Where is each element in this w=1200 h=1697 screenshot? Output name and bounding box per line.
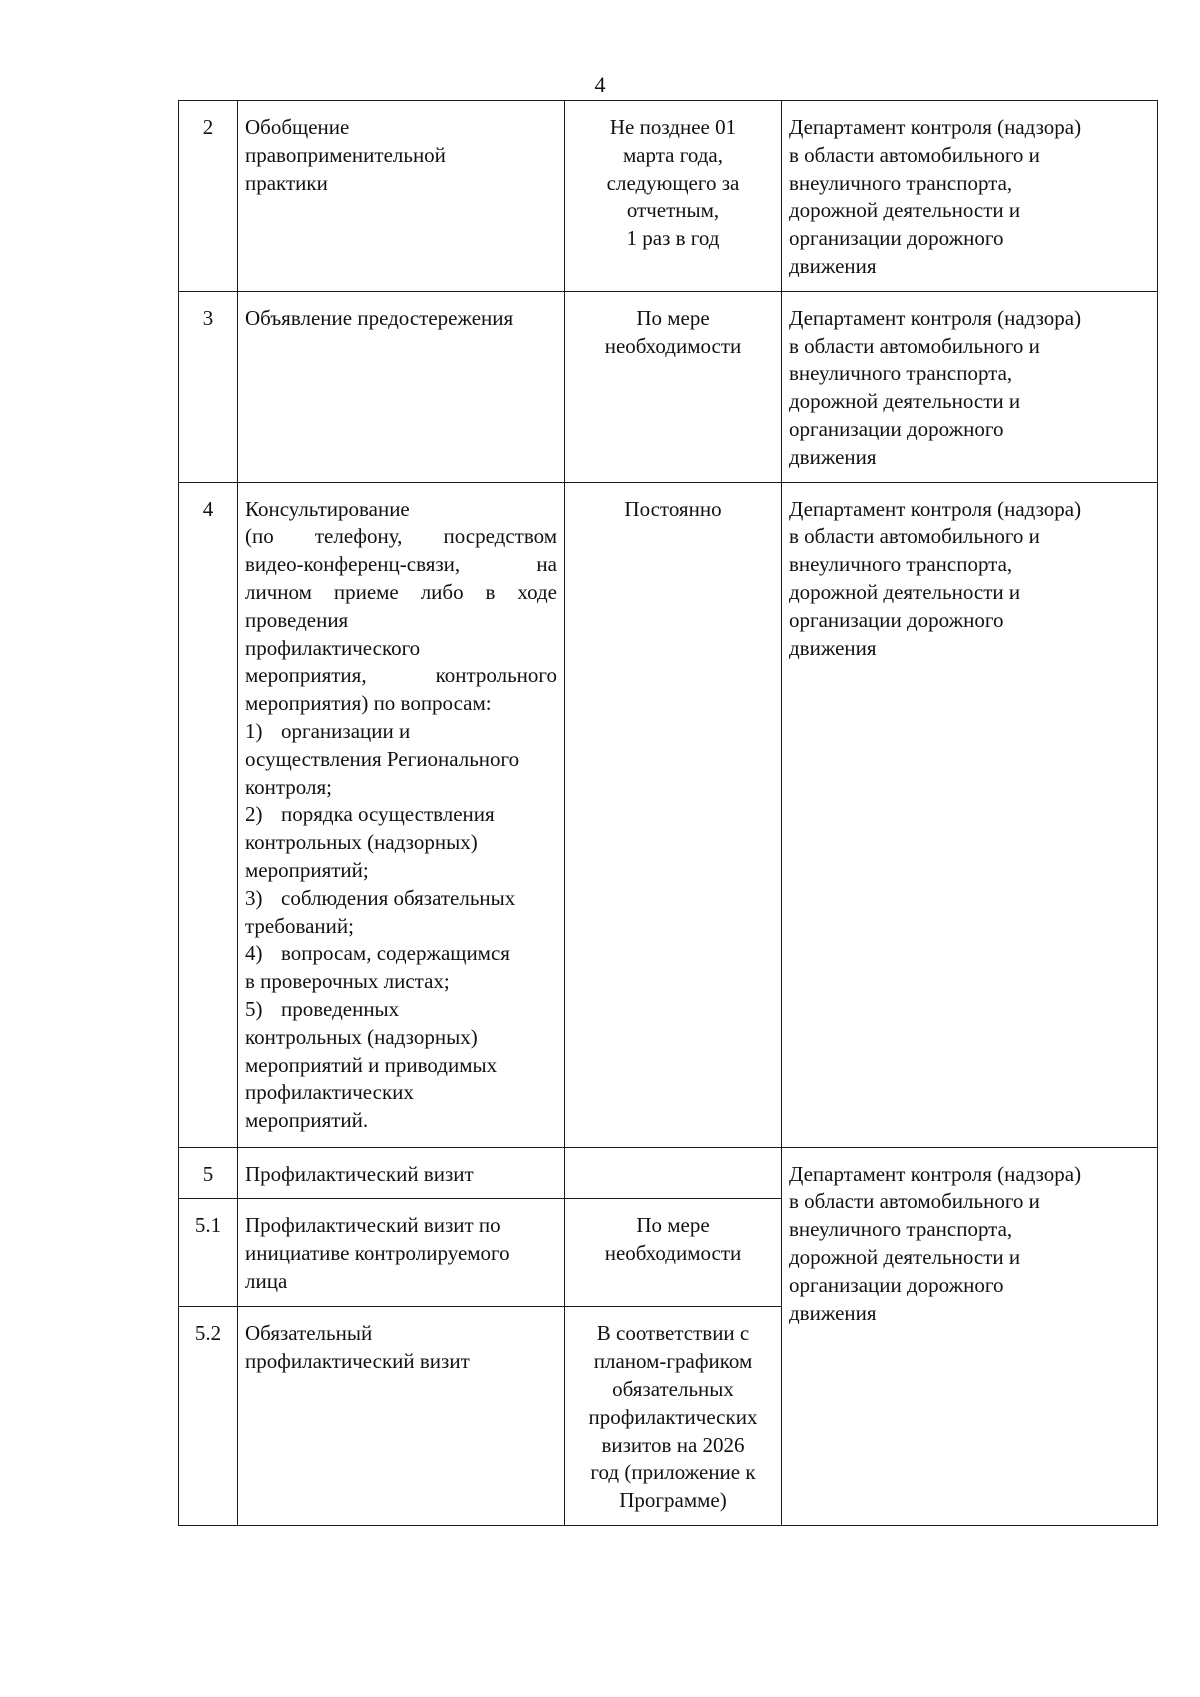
event-line: проведения — [245, 607, 349, 632]
responsible-line: движения — [789, 1300, 877, 1325]
term-line: необходимости — [604, 333, 742, 358]
row-number: 5.2 — [179, 1307, 238, 1526]
page-number: 4 — [594, 72, 606, 97]
table-row — [179, 101, 1158, 292]
list-item — [245, 940, 557, 968]
responsible-line: в области автомобильного и — [789, 524, 1040, 549]
list-text: в проверочных листах; — [245, 969, 450, 994]
list-text: организации и — [281, 718, 411, 743]
row-number: 5 — [179, 1147, 238, 1199]
term-line: В соответствии с — [596, 1321, 750, 1346]
list-text: осуществления Регионального — [245, 746, 520, 771]
event-line: личном приеме либо в ходе — [245, 579, 557, 604]
event-line: (по телефону, посредством — [245, 524, 557, 549]
term-line: марта года, — [623, 142, 723, 167]
term-cell — [565, 482, 782, 1147]
event-line: Профилактический визит — [245, 1161, 474, 1186]
event-line: инициативе контролируемого — [245, 1241, 510, 1266]
list-text: вопросам, содержащимся — [281, 941, 510, 966]
responsible-line: движения — [789, 635, 877, 660]
responsible-line: в области автомобильного и — [789, 333, 1040, 358]
responsible-line: внеуличного транспорта, — [789, 170, 1013, 195]
event-cell — [238, 1147, 565, 1199]
responsible-line: дорожной деятельности и — [789, 389, 1021, 414]
event-line: практики — [245, 170, 328, 195]
responsible-line: внеуличного транспорта, — [789, 361, 1013, 386]
term-cell — [565, 1199, 782, 1307]
responsible-line: в области автомобильного и — [789, 142, 1040, 167]
term-line: профилактических — [588, 1404, 758, 1429]
list-number: 3) — [245, 885, 263, 910]
event-line: правоприменительной — [245, 142, 446, 167]
responsible-line: Департамент контроля (надзора) — [789, 115, 1082, 139]
event-line: Обязательный — [245, 1321, 373, 1346]
responsible-line: организации дорожного — [789, 607, 1004, 632]
responsible-line: Департамент контроля (надзора) — [789, 496, 1082, 521]
responsible-line: организации дорожного — [789, 416, 1004, 441]
list-text: профилактических — [245, 1080, 414, 1105]
list-text: требований; — [245, 913, 354, 938]
term-line: 1 раз в год — [626, 226, 720, 251]
term-line: Постоянно — [624, 496, 722, 521]
responsible-line: организации дорожного — [789, 1272, 1004, 1297]
list-text: проведенных — [281, 996, 400, 1021]
row-number: 3 — [179, 291, 238, 482]
table-row — [179, 1147, 1158, 1199]
list-item — [245, 801, 557, 829]
row-number: 4 — [179, 482, 238, 1147]
responsible-cell — [782, 291, 1158, 482]
event-line: мероприятия, контрольного — [245, 663, 557, 688]
list-text: мероприятий и приводимых — [245, 1052, 498, 1077]
list-text: мероприятий. — [245, 1108, 369, 1133]
table-row — [179, 482, 1158, 1147]
term-line: необходимости — [604, 1241, 742, 1266]
responsible-line: движения — [789, 253, 877, 278]
row-number: 5.1 — [179, 1199, 238, 1307]
event-cell — [238, 101, 565, 292]
responsible-cell — [782, 482, 1158, 1147]
event-line: профилактического — [245, 635, 421, 660]
term-line: обязательных — [612, 1376, 734, 1401]
responsible-cell — [782, 101, 1158, 292]
responsible-line: движения — [789, 444, 877, 469]
event-cell — [238, 482, 565, 1147]
list-item — [245, 885, 557, 913]
list-text: контроля; — [245, 774, 333, 799]
term-line: год (приложение к — [590, 1460, 756, 1485]
list-item — [245, 996, 557, 1024]
event-line: Консультирование — [245, 496, 410, 521]
term-line: следующего за — [606, 170, 740, 195]
term-line: планом-графиком — [593, 1349, 753, 1374]
event-cell — [238, 1199, 565, 1307]
term-line: Не позднее 01 — [609, 115, 737, 139]
term-line: По мере — [636, 1213, 710, 1238]
responsible-line: в области автомобильного и — [789, 1189, 1040, 1214]
list-number: 1) — [245, 718, 263, 743]
event-line: Обобщение — [245, 115, 350, 139]
responsible-line: Департамент контроля (надзора) — [789, 1161, 1082, 1186]
responsible-line: дорожной деятельности и — [789, 198, 1021, 223]
row-number: 2 — [179, 101, 238, 292]
table-row — [179, 291, 1158, 482]
term-line: отчетным, — [626, 198, 720, 223]
term-cell — [565, 291, 782, 482]
event-line: лица — [245, 1268, 288, 1293]
list-text: мероприятий; — [245, 857, 369, 882]
list-text: порядка осуществления — [281, 802, 495, 827]
list-item — [245, 718, 557, 746]
responsible-cell — [782, 1147, 1158, 1525]
term-cell — [565, 1147, 782, 1199]
event-line: видео-конференц-связи, на — [245, 552, 557, 577]
responsible-line: дорожной деятельности и — [789, 579, 1021, 604]
list-number: 2) — [245, 802, 263, 827]
list-number: 5) — [245, 996, 263, 1021]
term-cell — [565, 1307, 782, 1526]
measures-table — [178, 100, 1158, 1526]
responsible-line: дорожной деятельности и — [789, 1244, 1021, 1269]
event-line: Объявление предостережения — [245, 305, 514, 330]
list-text: соблюдения обязательных — [281, 885, 516, 910]
list-number: 4) — [245, 941, 263, 966]
responsible-line: внеуличного транспорта, — [789, 552, 1013, 577]
term-line: визитов на 2026 — [601, 1432, 745, 1457]
term-line: Программе) — [619, 1488, 727, 1513]
event-cell — [238, 291, 565, 482]
term-line: По мере — [636, 305, 710, 330]
responsible-line: Департамент контроля (надзора) — [789, 305, 1082, 330]
list-text: контрольных (надзорных) — [245, 830, 478, 855]
event-line: Профилактический визит по — [245, 1213, 501, 1238]
event-line: мероприятия) по вопросам: — [245, 691, 492, 716]
list-text: контрольных (надзорных) — [245, 1024, 478, 1049]
event-line: профилактический визит — [245, 1349, 470, 1374]
term-cell — [565, 101, 782, 292]
event-cell — [238, 1307, 565, 1526]
responsible-line: внеуличного транспорта, — [789, 1217, 1013, 1242]
responsible-line: организации дорожного — [789, 226, 1004, 251]
